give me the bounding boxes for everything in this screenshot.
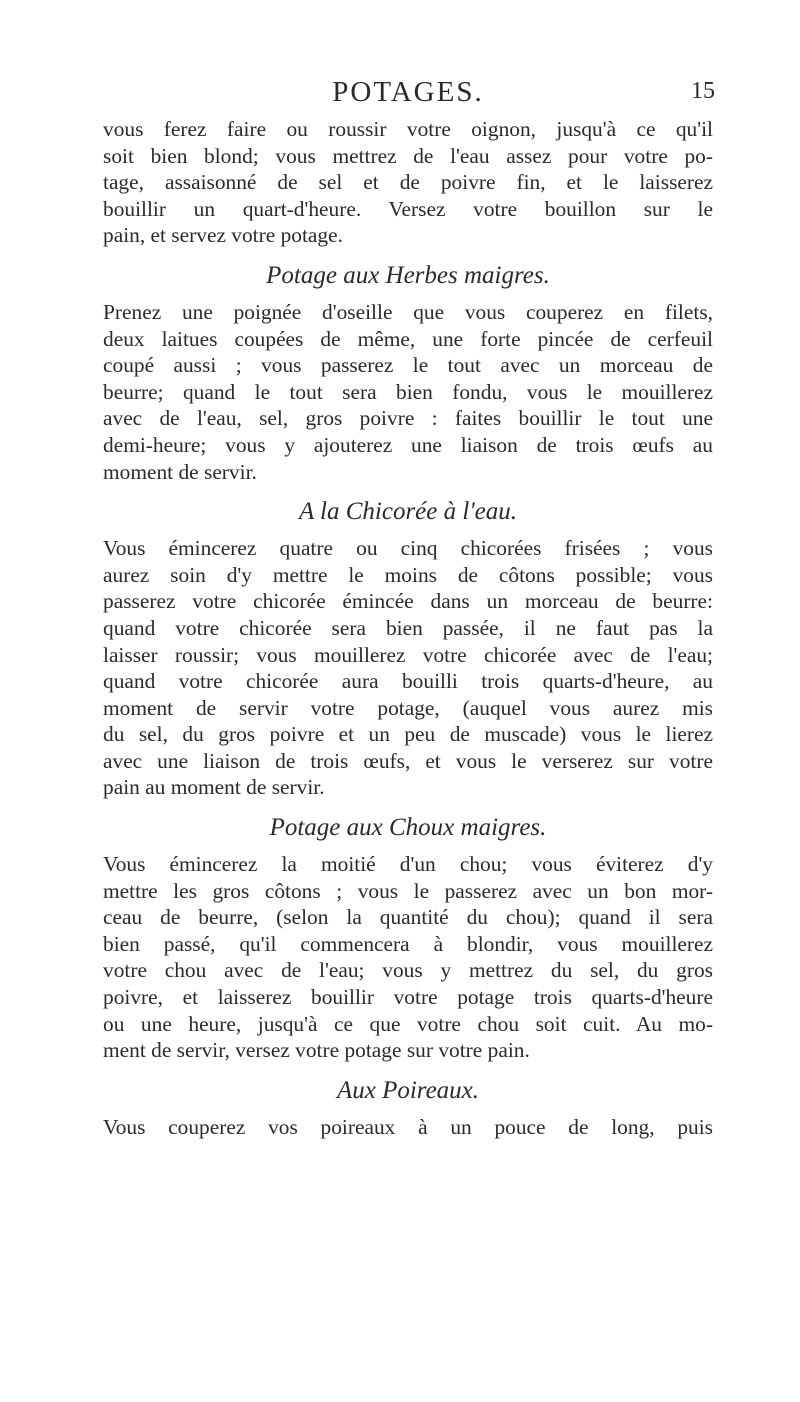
text-line: soit bien blond; vous mettrez de l'eau assez pour votre po- xyxy=(103,143,713,168)
section-heading: A la Chicorée à l'eau. xyxy=(298,498,518,526)
page-number: 15 xyxy=(691,78,715,104)
section-herbes-maigres xyxy=(103,262,713,485)
text-line: passerez votre chicorée émincée dans un morceau de beurre: xyxy=(103,589,713,614)
text-line: coupé aussi ; vous passerez le tout avec un morceau de xyxy=(103,353,713,378)
text-line: bien passé, qu'il commencera à blondir, vous mouillerez xyxy=(103,931,713,956)
text-line: quand votre chicorée aura bouilli trois quarts-d'heure, au xyxy=(103,669,713,694)
text-line: poivre, et laisserez bouillir votre potage trois quarts-d'heure xyxy=(103,985,713,1010)
text-line: ment de servir, versez votre potage sur votre pain. xyxy=(103,1038,530,1063)
section-poireaux xyxy=(103,1077,713,1141)
text-line: demi-heure; vous y ajouterez une liaison de trois œufs au xyxy=(103,432,713,457)
section-heading: Potage aux Herbes maigres. xyxy=(266,261,550,289)
running-title: POTAGES. xyxy=(332,76,484,108)
text-line: votre chou avec de l'eau; vous y mettrez du sel, du gros xyxy=(103,958,713,983)
text-line: pain au moment de servir. xyxy=(103,775,325,800)
section-choux-maigres xyxy=(103,814,713,1064)
text-line: laisser roussir; vous mouillerez votre chicorée avec de l'eau; xyxy=(103,642,713,667)
text-line: avec de l'eau, sel, gros poivre : faites bouillir le tout une xyxy=(103,406,713,431)
text-line: moment de servir votre potage, (auquel vous aurez mis xyxy=(103,695,713,720)
section-chicoree xyxy=(103,498,713,801)
text-line: ou une heure, jusqu'à ce que votre chou soit cuit. Au mo- xyxy=(103,1011,713,1036)
running-head xyxy=(103,76,713,116)
section-heading: Potage aux Choux maigres. xyxy=(269,814,547,842)
text-line: aurez soin d'y mettre le moins de côtons possible; vous xyxy=(103,562,713,587)
book-page xyxy=(103,76,713,1140)
text-line: avec une liaison de trois œufs, et vous le verserez sur votre xyxy=(103,748,713,773)
text-line: quand votre chicorée sera bien passée, il ne faut pas la xyxy=(103,615,713,640)
text-line: Vous émincerez la moitié d'un chou; vous éviterez d'y xyxy=(103,852,713,877)
text-line: moment de servir. xyxy=(103,459,257,484)
text-line: Vous émincerez quatre ou cinq chicorées frisées ; vous xyxy=(103,536,713,561)
text-line: Vous couperez vos poireaux à un pouce de long, puis xyxy=(103,1114,713,1139)
text-line: vous ferez faire ou roussir votre oignon, jusqu'à ce qu'il xyxy=(103,117,713,141)
text-line: pain, et servez votre potage. xyxy=(103,223,343,248)
section-continuation xyxy=(103,116,713,249)
text-line: ceau de beurre, (selon la quantité du chou); quand il sera xyxy=(103,905,713,930)
text-line: deux laitues coupées de même, une forte pincée de cerfeuil xyxy=(103,326,713,351)
text-line: beurre; quand le tout sera bien fondu, vous le mouillerez xyxy=(103,379,713,404)
text-line: Prenez une poignée d'oseille que vous couperez en filets, xyxy=(103,299,713,324)
text-line: du sel, du gros poivre et un peu de muscade) vous le lierez xyxy=(103,722,713,747)
section-heading: Aux Poireaux. xyxy=(336,1076,480,1104)
text-line: bouillir un quart-d'heure. Versez votre bouillon sur le xyxy=(103,196,713,221)
text-line: mettre les gros côtons ; vous le passerez avec un bon mor- xyxy=(103,878,713,903)
text-line: tage, assaisonné de sel et de poivre fin, et le laisserez xyxy=(103,170,713,195)
